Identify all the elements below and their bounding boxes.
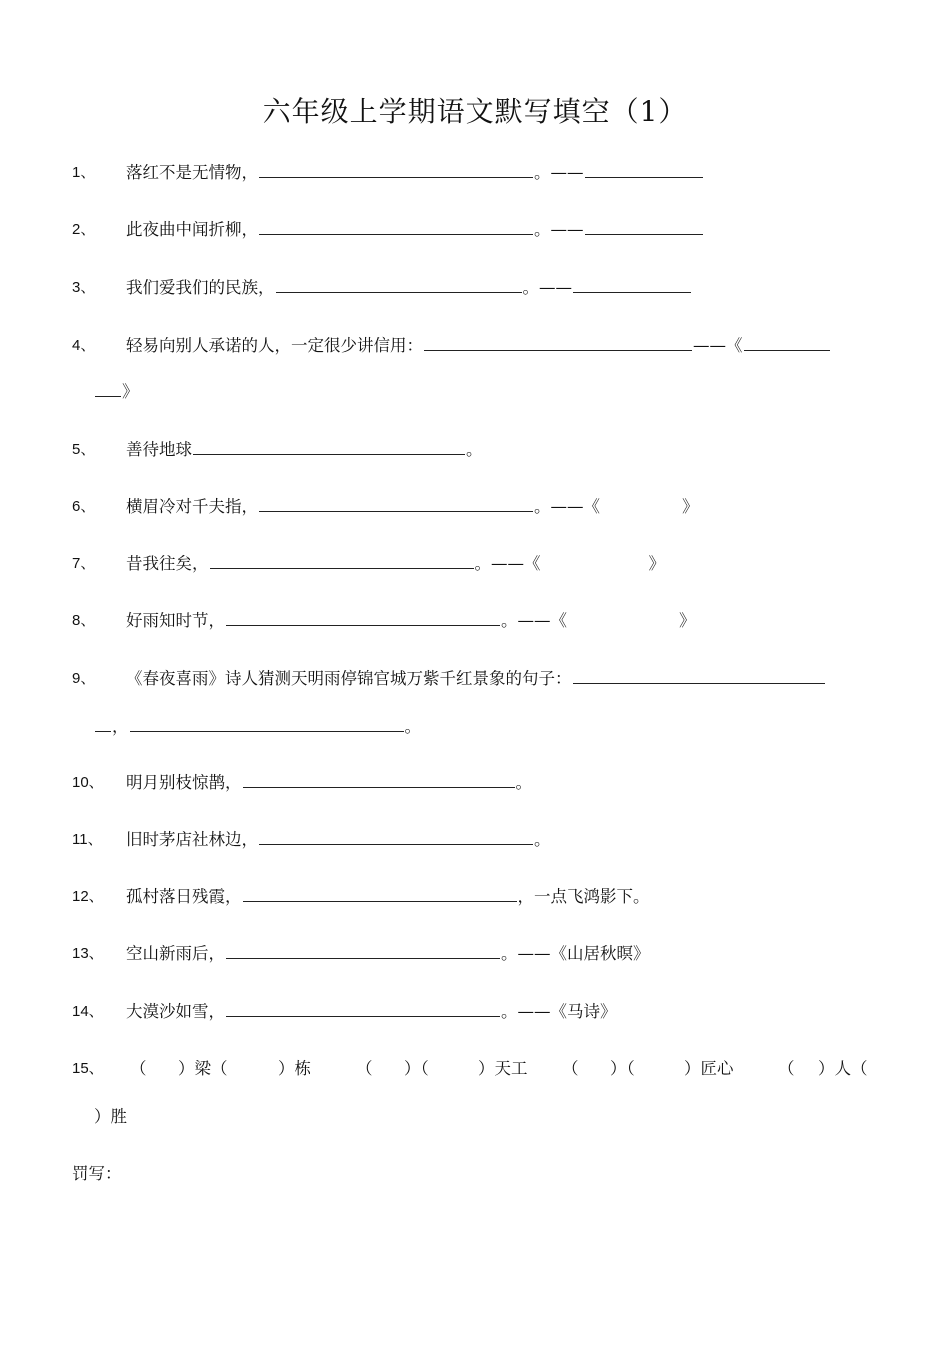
question-text: 此夜曲中闻折柳， bbox=[126, 220, 258, 239]
question-text: 明月别枝惊鹊， bbox=[126, 773, 242, 792]
answer-blank[interactable] bbox=[573, 667, 825, 684]
question-close: 》 bbox=[679, 611, 696, 630]
answer-blank[interactable] bbox=[226, 1000, 500, 1017]
question-number: 14、 bbox=[72, 1003, 104, 1020]
question-cont-end: 》 bbox=[122, 382, 139, 401]
answer-blank[interactable] bbox=[226, 609, 500, 626]
question-number: 8、 bbox=[72, 612, 96, 629]
question-number: 10、 bbox=[72, 774, 104, 791]
question-number: 15、 bbox=[72, 1060, 104, 1077]
answer-blank[interactable] bbox=[210, 552, 474, 569]
question-text: 旧时茅店社林边， bbox=[126, 830, 258, 849]
idiom-part: ）匠心 bbox=[684, 1059, 734, 1078]
question-number: 11、 bbox=[72, 831, 103, 848]
question-text: 好雨知时节， bbox=[126, 611, 225, 630]
question-end: 。——《 bbox=[501, 611, 567, 630]
question-number: 6、 bbox=[72, 498, 96, 515]
idiom-part: ）梁（ bbox=[178, 1059, 228, 1078]
question-text: 《春夜喜雨》诗人猜测天明雨停锦官城万紫千红景象的句子： bbox=[126, 669, 572, 688]
question-end: 。 bbox=[466, 440, 483, 459]
question-end: 。—— bbox=[534, 163, 584, 182]
source-blank-cont[interactable] bbox=[95, 380, 121, 397]
question-text: 昔我往矣， bbox=[126, 554, 209, 573]
question-number: 12、 bbox=[72, 888, 104, 905]
answer-blank-2[interactable] bbox=[130, 715, 404, 732]
question-text: 落红不是无情物， bbox=[126, 163, 258, 182]
answer-blank[interactable] bbox=[259, 828, 533, 845]
question-number: 3、 bbox=[72, 279, 96, 296]
answer-blank[interactable] bbox=[259, 218, 533, 235]
question-end: ——《 bbox=[693, 336, 743, 355]
source-blank[interactable] bbox=[744, 334, 830, 351]
question-cont-end: 。 bbox=[404, 717, 421, 736]
idiom-part: ）（ bbox=[404, 1059, 429, 1078]
idiom-part: （ bbox=[778, 1059, 795, 1078]
question-number: 4、 bbox=[72, 337, 96, 354]
question-text: 善待地球 bbox=[126, 440, 192, 459]
idiom-part: ）（ bbox=[610, 1059, 635, 1078]
idiom-part: （ bbox=[356, 1059, 373, 1078]
answer-blank[interactable] bbox=[226, 942, 500, 959]
question-end: 。——《 bbox=[474, 554, 541, 573]
question-end: ，一点飞鸿影下。 bbox=[517, 887, 650, 906]
answer-blank[interactable] bbox=[193, 438, 465, 455]
answer-blank[interactable] bbox=[424, 334, 692, 351]
author-blank[interactable] bbox=[585, 218, 703, 235]
answer-blank[interactable] bbox=[259, 161, 533, 178]
question-end: 。 bbox=[534, 830, 551, 849]
question-number: 5、 bbox=[72, 441, 96, 458]
idiom-part: ）人（ bbox=[818, 1059, 868, 1078]
question-close: 》 bbox=[682, 497, 699, 516]
question-number: 1、 bbox=[72, 164, 96, 181]
idiom-part: ）栋 bbox=[278, 1059, 311, 1078]
idiom-part: （ bbox=[562, 1059, 579, 1078]
question-text: 横眉冷对千夫指， bbox=[126, 497, 258, 516]
question-number: 9、 bbox=[72, 670, 96, 687]
question-number: 7、 bbox=[72, 555, 96, 572]
idiom-cont: ）胜 bbox=[94, 1107, 127, 1126]
question-cont-mid: ， bbox=[112, 717, 129, 736]
question-end: 。—— bbox=[534, 220, 584, 239]
idiom-part: （ bbox=[130, 1059, 147, 1078]
idiom-part: ）天工 bbox=[478, 1059, 528, 1078]
question-text: 轻易向别人承诺的人，一定很少讲信用： bbox=[126, 336, 423, 355]
author-blank[interactable] bbox=[573, 276, 691, 293]
question-end: 。 bbox=[515, 773, 532, 792]
question-number: 2、 bbox=[72, 221, 96, 238]
answer-blank[interactable] bbox=[243, 885, 517, 902]
answer-blank-cont[interactable] bbox=[95, 715, 111, 732]
answer-blank[interactable] bbox=[259, 495, 533, 512]
question-number: 13、 bbox=[72, 945, 104, 962]
question-end: 。——《 bbox=[534, 497, 600, 516]
question-text: 孤村落日残霞， bbox=[126, 887, 242, 906]
question-end: 。—— bbox=[522, 278, 572, 297]
question-end: 。——《马诗》 bbox=[501, 1002, 617, 1021]
question-text: 我们爱我们的民族， bbox=[126, 278, 275, 297]
question-close: 》 bbox=[648, 554, 665, 573]
penalty-label: 罚写： bbox=[72, 1164, 122, 1183]
author-blank[interactable] bbox=[585, 161, 703, 178]
answer-blank[interactable] bbox=[243, 771, 515, 788]
question-text: 大漠沙如雪， bbox=[126, 1002, 225, 1021]
answer-blank[interactable] bbox=[276, 276, 522, 293]
question-text: 空山新雨后， bbox=[126, 944, 225, 963]
question-end: 。——《山居秋暝》 bbox=[501, 944, 650, 963]
page-title: 六年级上学期语文默写填空（1） bbox=[262, 95, 688, 128]
